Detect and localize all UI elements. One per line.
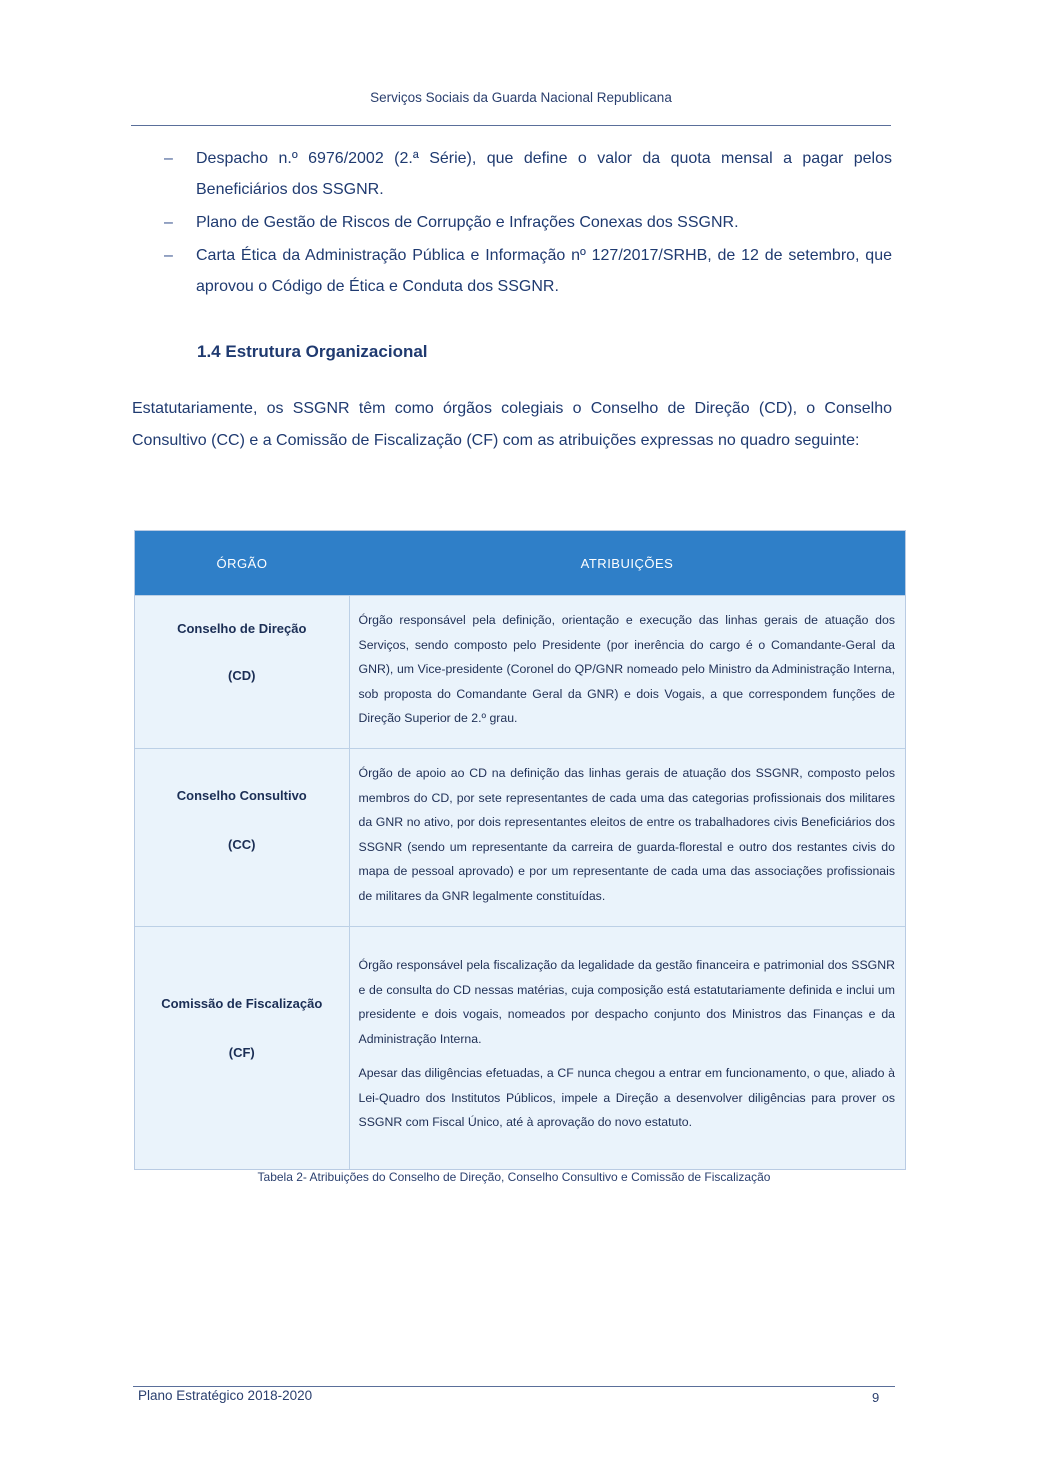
list-item (160, 240, 892, 302)
attribution-cell (349, 749, 905, 927)
table-caption: Tabela 2- Atribuições do Conselho de Direção, Conselho Consultivo e Comissão de Fiscalização (257, 1170, 771, 1184)
running-header: Serviços Sociais da Guarda Nacional Republicana (370, 90, 672, 105)
list-item (160, 143, 892, 205)
org-cell (135, 596, 349, 749)
table-row (135, 749, 905, 927)
attribution-cell (349, 596, 905, 749)
footer-document-title: Plano Estratégico 2018-2020 (138, 1388, 313, 1403)
list-item-text: Despacho n.º 6976/2002 (2.ª Série), que define o valor da quota mensal a pagar pelos Beneficiários dos SSGNR. (196, 150, 892, 198)
org-abbreviation: (CD) (228, 668, 256, 683)
attribution-text: Órgão responsável pela fiscalização da legalidade da gestão financeira e patrimonial dos SSGNR e de consulta do CD nessas matérias, cuja composição está estatutariamente definida e inclui um presidente e dois vogais, nomeados por despacho conjunto dos Ministros das Finanças e da Administração Interna. (358, 958, 895, 1046)
org-abbreviation: (CC) (228, 837, 256, 852)
column-header-attributions: ATRIBUIÇÕES (349, 531, 905, 596)
column-header-org: ÓRGÃO (135, 531, 349, 596)
table-header-row (135, 531, 905, 596)
org-name: Comissão de Fiscalização (161, 996, 323, 1011)
attribution-text: Órgão responsável pela definição, orientação e execução das linhas gerais de atuação dos Serviços, sendo composto pelo Presidente (por inerência do cargo é o Comandante-Geral da GNR), um Vice-presidente (Coronel do QP/GNR nomeado pelo Ministro da Administração Interna, sob proposta do Comandante Geral da GNR) e dois Vogais, a que correspondem funções de Direção Superior de 2.º grau. (358, 613, 895, 725)
org-name: Conselho Consultivo (176, 788, 307, 803)
attribution-cell (349, 927, 905, 1169)
bullet-dash: – (164, 214, 173, 231)
table-row (135, 596, 905, 749)
attribution-text: Apesar das diligências efetuadas, a CF nunca chegou a entrar em funcionamento, o que, aliado à Lei-Quadro dos Institutos Públicos, impele a Direção a desenvolver diligências para prover os SSGNR com Fiscal Único, até à aprovação do novo estatuto. (358, 1066, 895, 1129)
bullet-dash: – (164, 150, 173, 167)
list-item-text: Plano de Gestão de Riscos de Corrupção e Infrações Conexas dos SSGNR. (196, 214, 739, 231)
intro-paragraph: Estatutariamente, os SSGNR têm como órgãos colegiais o Conselho de Direção (CD), o Conselho Consultivo (CC) e a Comissão de Fiscalização (CF) com as atribuições expressas no quadro seguinte: (132, 400, 892, 449)
org-abbreviation: (CF) (228, 1045, 255, 1060)
attribution-text: Órgão de apoio ao CD na definição das linhas gerais de atuação dos SSGNR, composto pelos membros do CD, por sete representantes de cada uma das categorias profissionais dos militares da GNR no ativo, por dois representantes eleitos de entre os trabalhadores civis Beneficiários dos SSGNR (sendo um representante da carreira de guarda-florestal e outro dos restantes civis do mapa de pessoal aprovado) e por um representante de cada uma das associações profissionais de militares da GNR legalmente constituídas. (358, 766, 895, 903)
bullet-dash: – (164, 247, 173, 264)
table-row (135, 927, 905, 1169)
org-cell (135, 927, 349, 1169)
list-item-text: Carta Ética da Administração Pública e Informação nº 127/2017/SRHB, de 12 de setembro, que aprovou o Código de Ética e Conduta dos SSGNR. (196, 247, 892, 295)
org-cell (135, 749, 349, 927)
org-name: Conselho de Direção (177, 621, 307, 636)
section-heading: 1.4 Estrutura Organizacional (197, 342, 428, 361)
page-number: 9 (872, 1390, 880, 1405)
header-divider (131, 125, 891, 126)
legislation-list (160, 143, 892, 304)
list-item (160, 207, 892, 238)
footer-divider (133, 1386, 895, 1387)
organs-table (134, 530, 906, 1170)
